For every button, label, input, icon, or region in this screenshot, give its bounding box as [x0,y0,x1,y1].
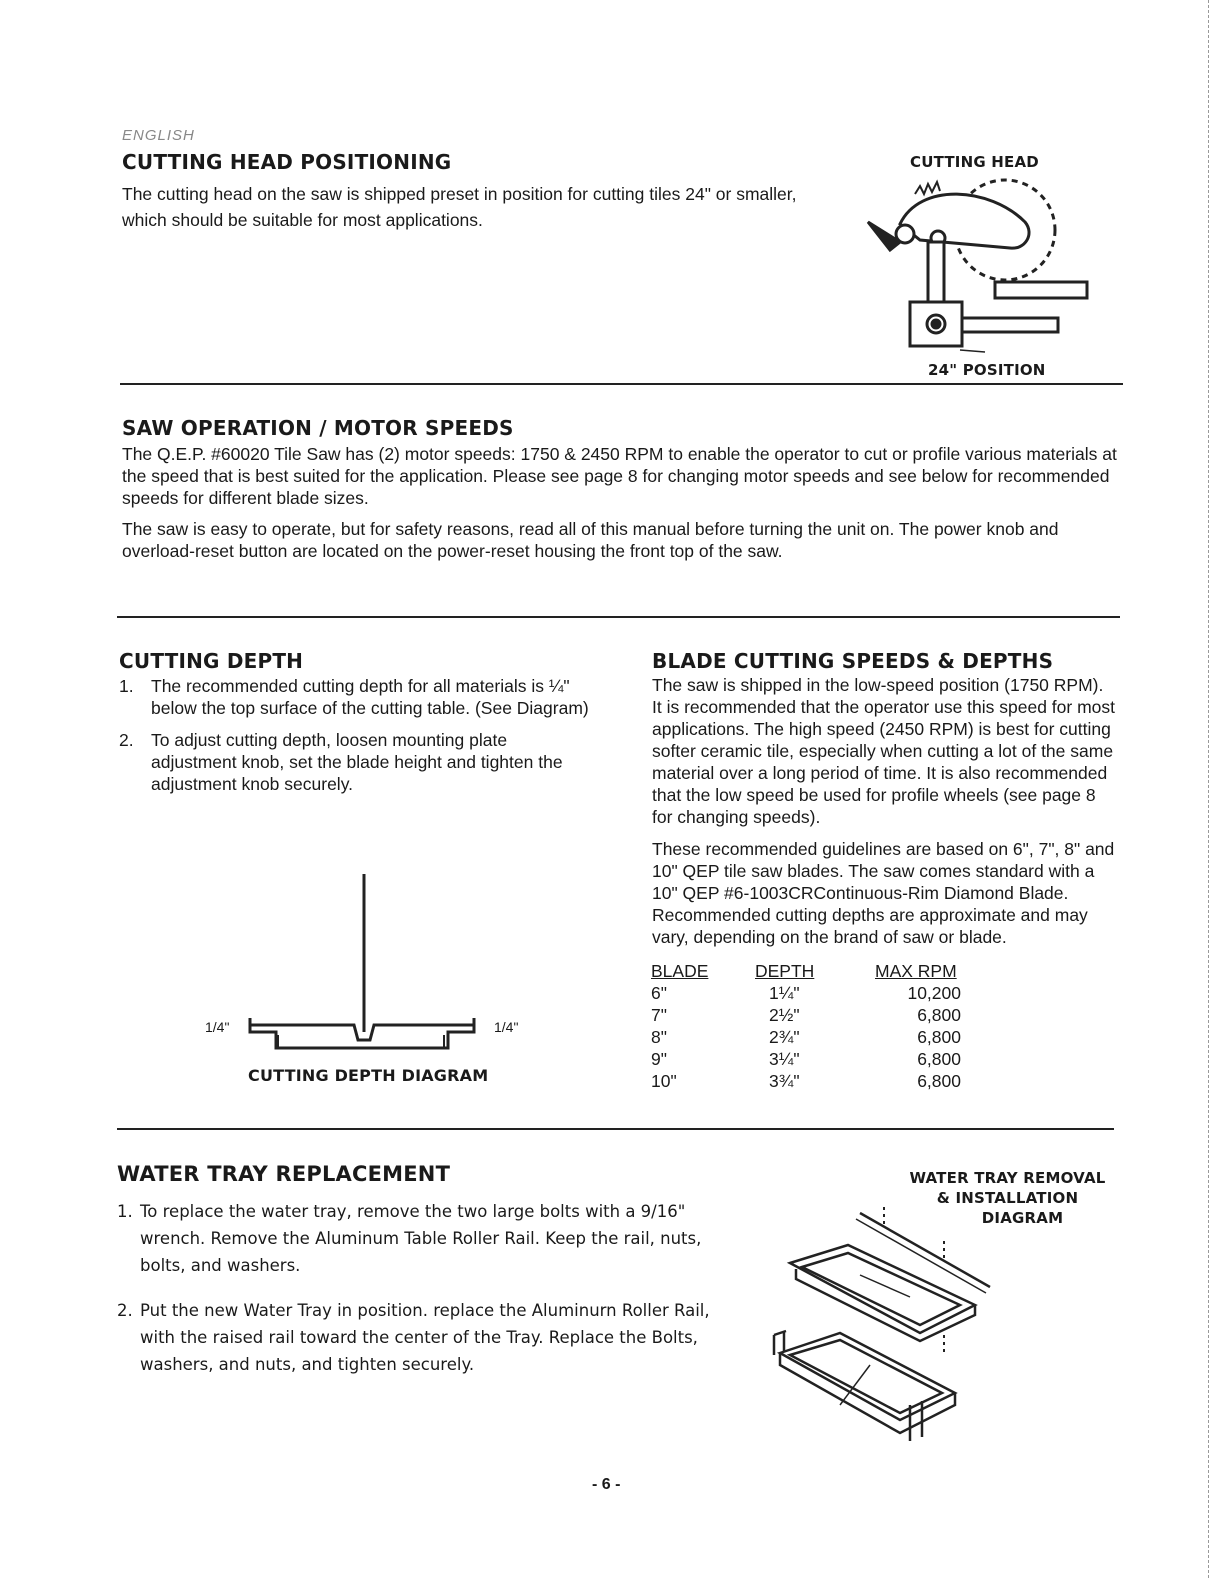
list-item [117,1297,717,1378]
cutting-head-position-label: 24" POSITION [928,361,1046,379]
step-text: To adjust cutting depth, loosen mounting plate adjustment knob, set the blade height and tighten the adjustment knob securely. [151,730,563,794]
cutting-head-title: CUTTING HEAD POSITIONING [122,150,452,174]
table-row [651,1048,961,1070]
column-header: MAX RPM [875,961,957,981]
column-header: DEPTH [755,961,815,981]
cutting-depth-diagram [240,870,490,1060]
table-profile [250,1018,474,1048]
step-text: Put the new Water Tray in position. replace the Aluminurn Roller Rail, with the raised rail toward the center of the Tray. Replace the Bolts, washers, and nuts, and tighten securely. [140,1301,710,1374]
rail [960,282,1087,332]
rpm-cell: 6,800 [917,1027,961,1047]
depth-cell: 3¾" [769,1071,800,1091]
cutting-depth-title: CUTTING DEPTH [119,649,304,673]
rpm-cell: 10,200 [907,983,961,1003]
step-number: 2. [119,730,134,750]
rpm-cell: 6,800 [917,1005,961,1025]
blade-cell: 9" [651,1049,667,1069]
page-number: - 6 - [592,1476,621,1493]
step-number: 2. [117,1301,133,1320]
table-row [651,982,961,1004]
depth-left-label: 1/4" [205,1019,230,1035]
depth-cell: 1¼" [769,983,800,1003]
step-number: 1. [117,1202,133,1221]
depth-cell: 3¼" [769,1049,800,1069]
motor-mount [868,222,945,302]
list-item [117,1198,717,1279]
blade-cell: 10" [651,1071,677,1091]
scan-edge-mark [1208,0,1209,1578]
depth-right-label: 1/4" [494,1019,519,1035]
table-row [651,1070,961,1092]
table-row [651,1026,961,1048]
blade-cell: 8" [651,1027,667,1047]
rpm-cell: 6,800 [917,1071,961,1091]
blade-cell: 6" [651,983,667,1003]
water-tray-steps [117,1198,717,1388]
water-tray-illustration [760,1205,1010,1445]
tray-frame [780,1333,955,1420]
figure-label-line: WATER TRAY REMOVAL [909,1169,1106,1187]
blade-spec-table [651,960,961,1092]
section-divider [120,383,1123,385]
saw-operation-title: SAW OPERATION / MOTOR SPEEDS [122,416,514,440]
table-top [250,1025,474,1040]
figure-label-line: DIAGRAM [981,1209,1064,1227]
figure-label-line: & INSTALLATION [936,1189,1079,1207]
blade-speeds-title: BLADE CUTTING SPEEDS & DEPTHS [652,649,1054,673]
position-block [910,302,962,346]
blade-speeds-para1: The saw is shipped in the low-speed position (1750 RPM). It is recommended that the operator use this speed for most applications. The high speed (2450 RPM) is best for cutting softer ceramic tile, especially when cutting a lot of the same material over a long period of time. It is also recommended that the low speed be used for profile wheels (see page 8 for changing speeds). [652,675,1116,827]
language-tag: ENGLISH [122,127,195,144]
step-number: 1. [119,676,134,696]
table-header-row [651,960,961,982]
pointer-line [960,350,985,352]
water-tray-title: WATER TRAY REPLACEMENT [117,1162,451,1186]
blade-speeds-para2: These recommended guidelines are based on 6", 7", 8" and 10" QEP tile saw blades. The saw comes standard with a 10" QEP #6-1003CRContinuous-Rim Diamond Blade. Recommended cutting depths are approximate and may vary, depending on the brand of saw or blade. [652,839,1115,947]
saw-operation-para1: The Q.E.P. #60020 Tile Saw has (2) motor speeds: 1750 & 2450 RPM to enable the operator to cut or profile various materials at the speed that is best suited for the application. Please see page 8 for changing motor speeds and see below for recommended speeds for different blade sizes. [122,444,1117,508]
cutting-head-figure-label: CUTTING HEAD [910,153,1039,171]
depth-cell: 2½" [769,1005,800,1025]
blade-teeth [915,182,940,194]
cutting-head-body: The cutting head on the saw is shipped preset in position for cutting tiles 24" or smaller, which should be suitable for most applications. [122,184,797,230]
column-header: BLADE [651,961,709,981]
rpm-cell: 6,800 [917,1049,961,1069]
list-item [119,675,589,719]
depth-cell: 2¾" [769,1027,800,1047]
step-text: To replace the water tray, remove the two large bolts with a 9/16" wrench. Remove the Aluminum Table Roller Rail. Keep the rail, nuts, bolts, and washers. [140,1202,702,1275]
cutting-depth-steps [119,675,589,805]
saw-blade-guard [900,180,1055,280]
section-divider [117,616,1120,618]
list-item [119,729,589,795]
table-row [651,1004,961,1026]
cutting-depth-caption: CUTTING DEPTH DIAGRAM [248,1066,489,1085]
cutting-head-illustration [860,172,1100,357]
blade-cell: 7" [651,1005,667,1025]
step-text: The recommended cutting depth for all materials is ¼" below the top surface of the cutting table. (See Diagram) [151,676,589,718]
saw-operation-para2: The saw is easy to operate, but for safety reasons, read all of this manual before turning the unit on. The power knob and overload-reset button are located on the power-reset housing the front top of the saw. [122,519,1059,561]
section-divider [117,1128,1114,1130]
